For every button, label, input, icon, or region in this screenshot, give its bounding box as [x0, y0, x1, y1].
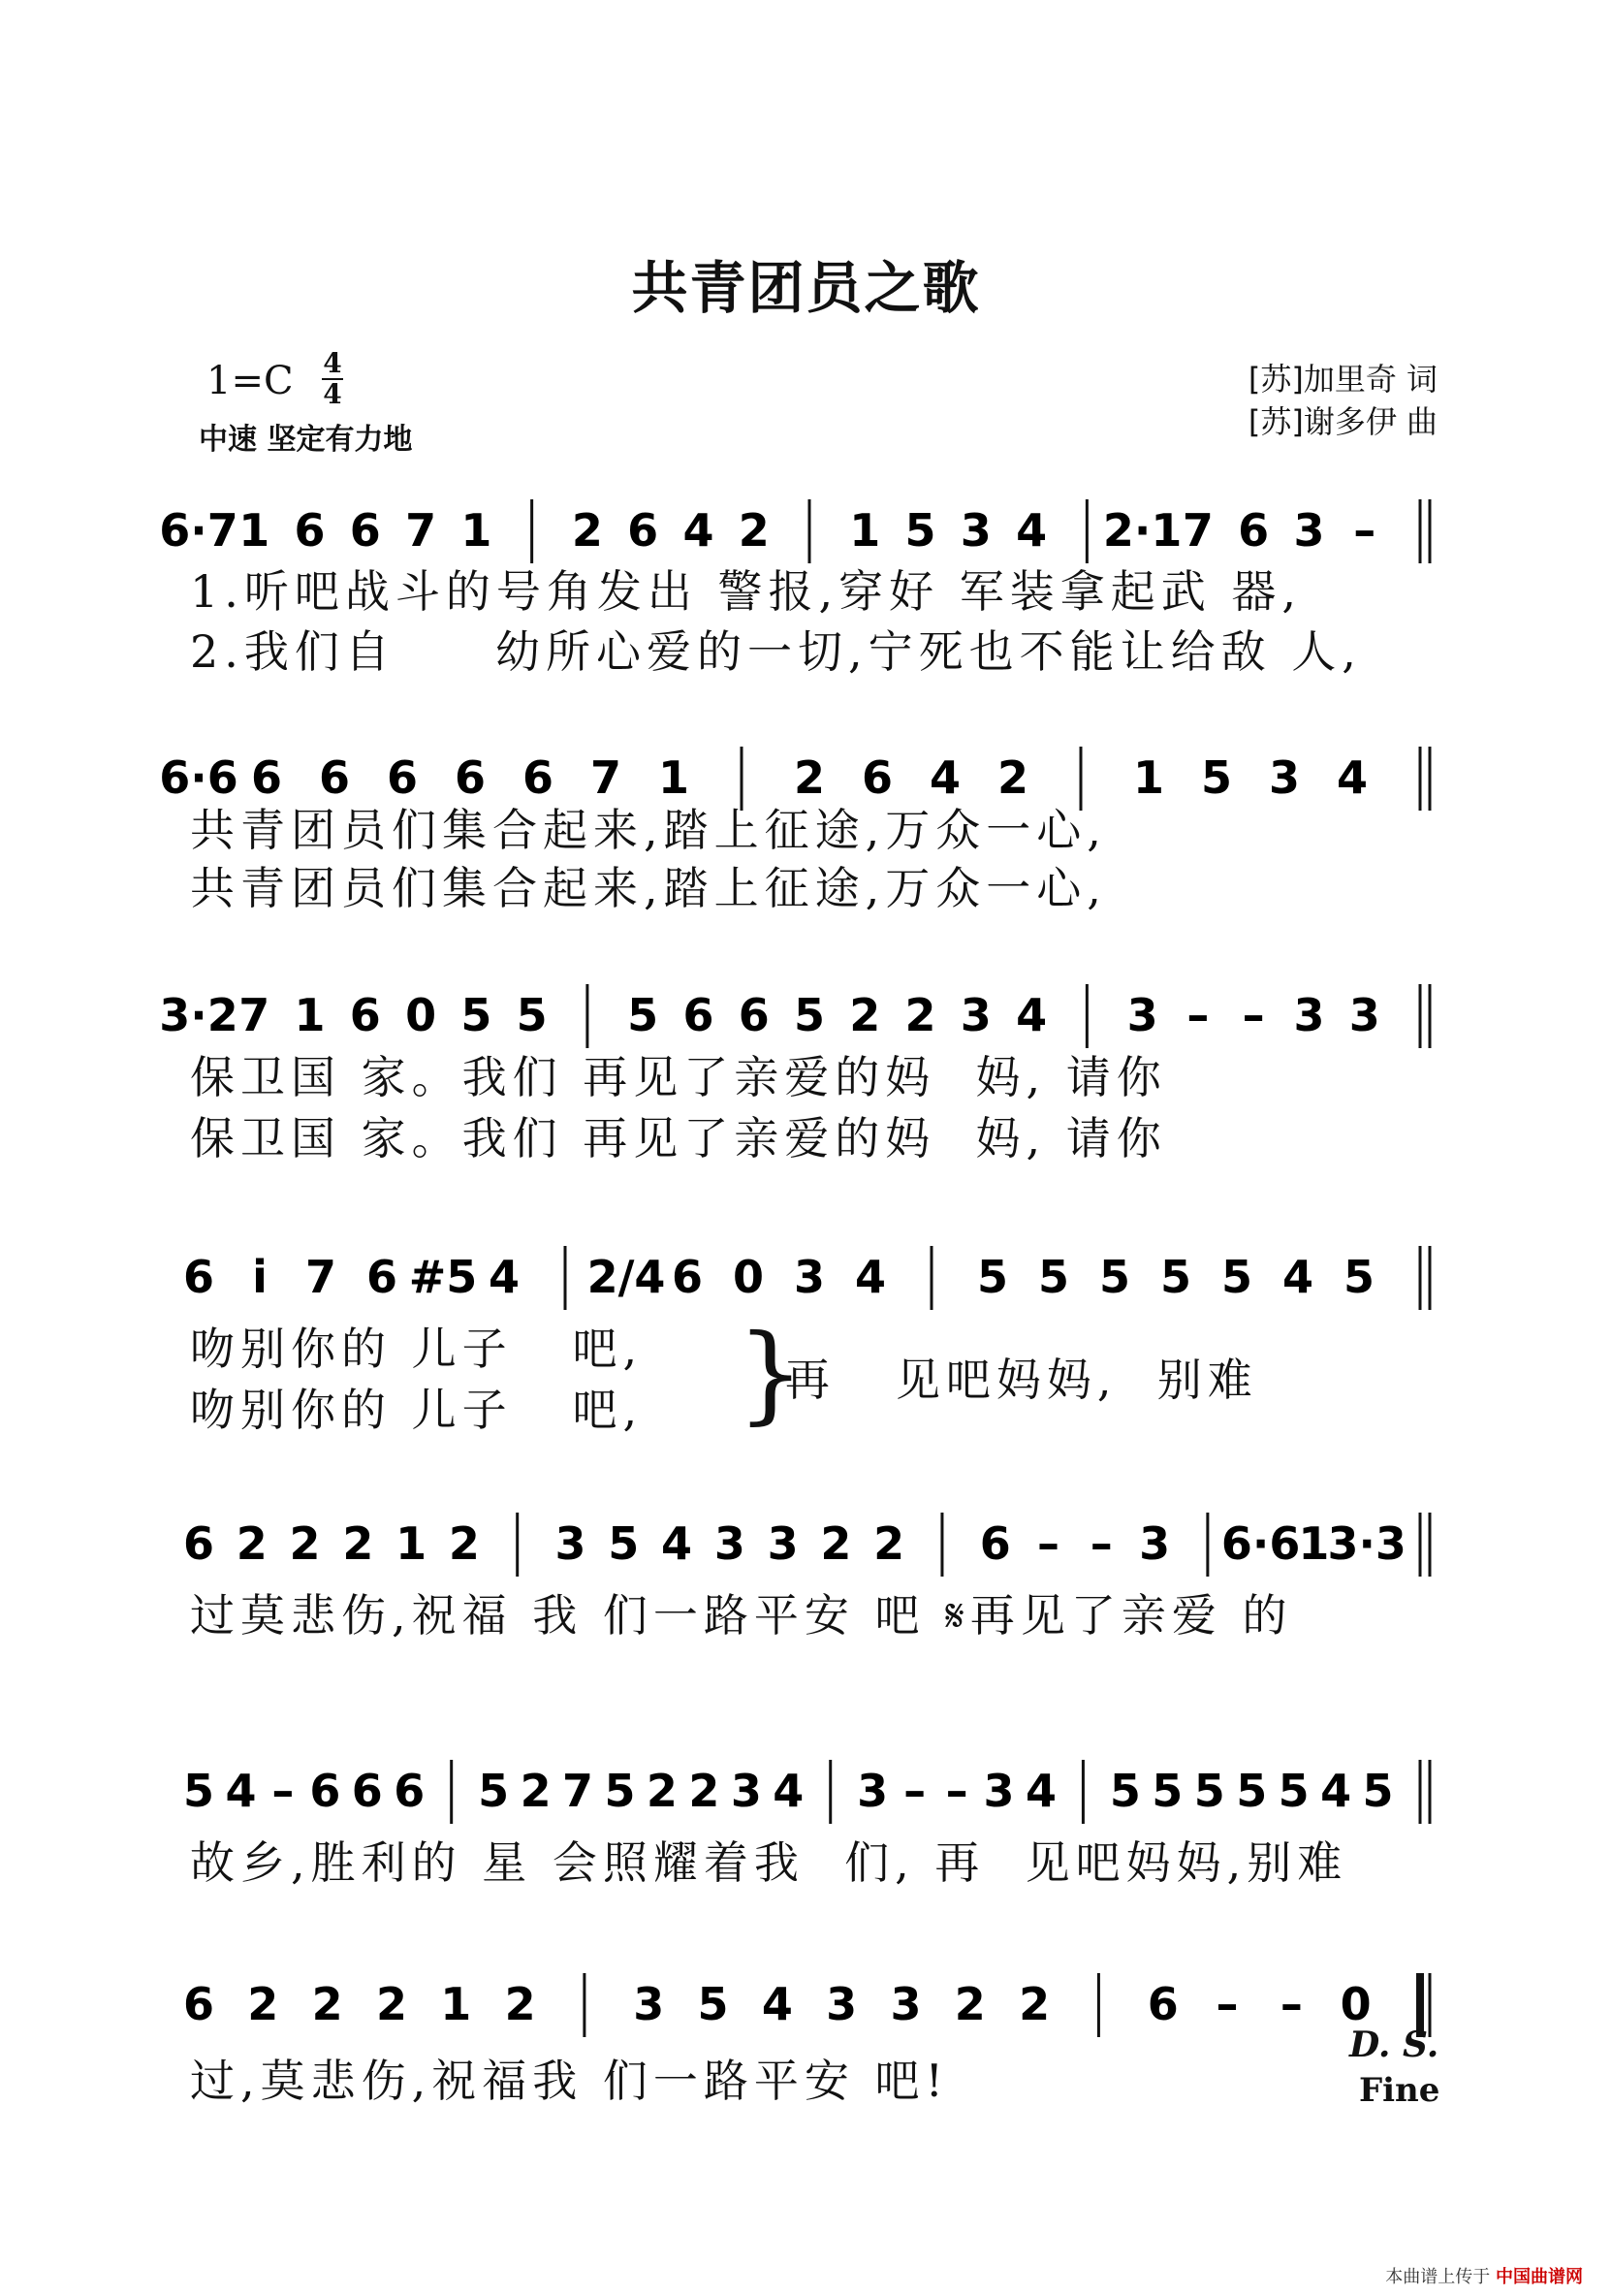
note: 5	[793, 989, 826, 1041]
note: –	[1186, 989, 1210, 1041]
note: 3	[960, 504, 992, 557]
note: 6	[627, 504, 659, 557]
lyric-line: 保卫国 家。我们 再见了亲爱的妈 妈, 请你	[190, 1112, 1167, 1164]
note: 4	[488, 1251, 521, 1303]
note: 4	[1025, 1765, 1057, 1817]
note: 2/4	[586, 1251, 666, 1303]
lyric-line: 1.听吧战斗的号角发出 警报,穿好 军装拿起武 器,	[190, 565, 1302, 618]
footer-prefix: 本曲谱上传于	[1385, 2267, 1491, 2287]
note: 5	[1362, 1765, 1394, 1817]
note: 5	[608, 1517, 640, 1570]
note: 6	[349, 989, 381, 1041]
notation-layer	[159, 499, 1430, 2037]
note: 3	[767, 1517, 799, 1570]
note: 1	[294, 989, 326, 1041]
note: 7	[405, 504, 437, 557]
note: 4	[1320, 1765, 1352, 1817]
note: 2·1	[1102, 504, 1183, 557]
footer-watermark	[1385, 2263, 1583, 2288]
note: 5	[1152, 1765, 1184, 1817]
note: 3·2	[159, 989, 238, 1041]
note: 5	[1109, 1765, 1141, 1817]
note: 6	[979, 1517, 1011, 1570]
note: 6	[182, 1251, 215, 1303]
note: 3	[857, 1765, 889, 1817]
note: 4	[225, 1765, 257, 1817]
note: 4	[661, 1517, 693, 1570]
note: i	[252, 1251, 268, 1303]
note: 1	[1298, 1517, 1330, 1570]
note: 6	[454, 751, 487, 804]
note: 3	[1126, 989, 1158, 1041]
time-signature-bottom: 4	[323, 378, 342, 410]
note: 7	[304, 1251, 337, 1303]
note: 3	[1293, 989, 1325, 1041]
note: 6·6	[159, 751, 238, 804]
note: 1	[460, 504, 492, 557]
note: 5	[1343, 1251, 1375, 1303]
note: 6	[671, 1251, 704, 1303]
note: 7	[238, 989, 270, 1041]
note: –	[271, 1765, 295, 1817]
note: –	[1216, 1978, 1239, 2030]
note: 3	[793, 1251, 826, 1303]
note: 4	[1281, 1251, 1314, 1303]
note: 6	[318, 751, 351, 804]
note: 2	[996, 751, 1029, 804]
note: 2	[311, 1978, 343, 2030]
note: –	[903, 1765, 927, 1817]
lyric-line-shared: 再 见吧妈妈, 别难	[785, 1354, 1258, 1406]
lyric-line: 过莫悲伤,祝福 我 们一路平安 吧 𝄋再见了亲爱 的	[190, 1589, 1293, 1642]
note: 5	[1159, 1251, 1192, 1303]
lyric-line: 吻别你的 儿子 吧,	[190, 1323, 644, 1375]
note: 0	[732, 1251, 765, 1303]
note: 2	[820, 1517, 852, 1570]
note: 2	[289, 1517, 321, 1570]
note: 5	[604, 1765, 636, 1817]
note: –	[1037, 1517, 1060, 1570]
note: 6	[182, 1517, 215, 1570]
note: 6	[309, 1765, 341, 1817]
note: –	[1280, 1978, 1303, 2030]
note: 5	[182, 1765, 215, 1817]
note: 2	[247, 1978, 279, 2030]
note: 3	[960, 989, 992, 1041]
key-signature: 1=C	[206, 359, 294, 403]
note: 2	[1019, 1978, 1051, 2030]
note: 0	[405, 989, 437, 1041]
note: 2	[504, 1978, 536, 2030]
note: 2	[738, 504, 770, 557]
note: 5	[976, 1251, 1009, 1303]
lyric-line: 共青团员们集合起来,踏上征途,万众一心,	[190, 804, 1107, 856]
note: 5	[460, 989, 492, 1041]
note: 2	[375, 1978, 407, 2030]
note: 6	[522, 751, 554, 804]
note: 6	[294, 504, 326, 557]
note: 6	[386, 751, 419, 804]
note: 4	[773, 1765, 805, 1817]
note: 5	[1200, 751, 1233, 804]
lyric-line: 吻别你的 儿子 吧,	[190, 1384, 644, 1436]
note: 1	[657, 751, 690, 804]
dal-segno-marking: D. S.	[1349, 2025, 1439, 2065]
note: 0	[1340, 1978, 1372, 2030]
note: 5	[697, 1978, 729, 2030]
note: 6	[394, 1765, 426, 1817]
note: 2	[646, 1765, 678, 1817]
note: 6·6	[1220, 1517, 1301, 1570]
note: 2	[571, 504, 603, 557]
note: 4	[682, 504, 714, 557]
note: 2	[688, 1765, 720, 1817]
lyric-line: 保卫国 家。我们 再见了亲爱的妈 妈, 请你	[190, 1051, 1167, 1103]
note: 5	[1278, 1765, 1310, 1817]
note: 3	[713, 1517, 745, 1570]
note: 1	[1132, 751, 1165, 804]
tempo-marking: 中速 坚定有力地	[199, 423, 413, 457]
note: 2	[236, 1517, 268, 1570]
note: 3	[1139, 1517, 1171, 1570]
note: 4	[1016, 504, 1048, 557]
note: 4	[761, 1978, 793, 2030]
note: 2	[520, 1765, 552, 1817]
composer-credit: [苏]谢多伊 曲	[1248, 403, 1438, 440]
lyric-line: 2.我们自 幼所心爱的一切,宁死也不能让给敌 人,	[190, 625, 1362, 678]
note: 5	[1236, 1765, 1268, 1817]
note: 6	[365, 1251, 398, 1303]
note: 4	[1016, 989, 1048, 1041]
note: 5	[1037, 1251, 1070, 1303]
note: 3	[554, 1517, 586, 1570]
time-signature-top: 4	[323, 347, 342, 379]
fine-marking: Fine	[1359, 2071, 1440, 2110]
note: 2	[904, 989, 936, 1041]
note: 1	[395, 1517, 427, 1570]
note: 1	[440, 1978, 472, 2030]
note: 7	[589, 751, 622, 804]
note: 6	[351, 1765, 383, 1817]
note: 2	[873, 1517, 905, 1570]
note: 5	[1193, 1765, 1225, 1817]
note: 3	[1293, 504, 1325, 557]
note: 3	[826, 1978, 858, 2030]
note: 2	[793, 751, 826, 804]
note: 7	[1182, 504, 1214, 557]
note: 3	[983, 1765, 1015, 1817]
note: 6	[182, 1978, 215, 2030]
note: 5	[627, 989, 659, 1041]
footer-brand: 中国曲谱网	[1496, 2267, 1583, 2287]
note: 5	[1220, 1251, 1253, 1303]
lyric-line: 故乡,胜利的 星 会照耀着我 们, 再 见吧妈妈,别难	[190, 1836, 1348, 1889]
note: 2	[342, 1517, 374, 1570]
note: 5	[904, 504, 936, 557]
note: 6	[250, 751, 283, 804]
note: 3	[730, 1765, 762, 1817]
note: 6	[1238, 504, 1270, 557]
note: 5	[516, 989, 548, 1041]
note: 6	[682, 989, 714, 1041]
note: 6	[861, 751, 894, 804]
note: 5	[478, 1765, 510, 1817]
note: 2	[448, 1517, 480, 1570]
note: 4	[1336, 751, 1369, 804]
note: 1	[238, 504, 270, 557]
note: 7	[562, 1765, 594, 1817]
note: 4	[854, 1251, 887, 1303]
note: 2	[849, 989, 881, 1041]
note: 5	[1098, 1251, 1131, 1303]
note: 6	[349, 504, 381, 557]
note: –	[1090, 1517, 1113, 1570]
note: –	[1353, 504, 1376, 557]
note: 3	[890, 1978, 922, 2030]
note: –	[1242, 989, 1265, 1041]
song-title: 共青团员之歌	[631, 255, 981, 321]
note: 6	[1147, 1978, 1179, 2030]
lyricist-credit: [苏]加里奇 词	[1248, 361, 1438, 398]
note: –	[945, 1765, 968, 1817]
note: #5	[408, 1251, 478, 1303]
note: 4	[929, 751, 962, 804]
note: 6·7	[159, 504, 238, 557]
note: 2	[954, 1978, 986, 2030]
note: 1	[849, 504, 881, 557]
note: 6	[738, 989, 770, 1041]
note: 3	[1268, 751, 1301, 804]
lyric-line: 共青团员们集合起来,踏上征途,万众一心,	[190, 862, 1107, 914]
note: 3	[633, 1978, 665, 2030]
note: 3	[1348, 989, 1380, 1041]
lyric-line: 过,莫悲伤,祝福我 们一路平安 吧!	[190, 2055, 949, 2107]
lyric-brace: }	[737, 1311, 810, 1435]
note: 3·3	[1327, 1517, 1407, 1570]
